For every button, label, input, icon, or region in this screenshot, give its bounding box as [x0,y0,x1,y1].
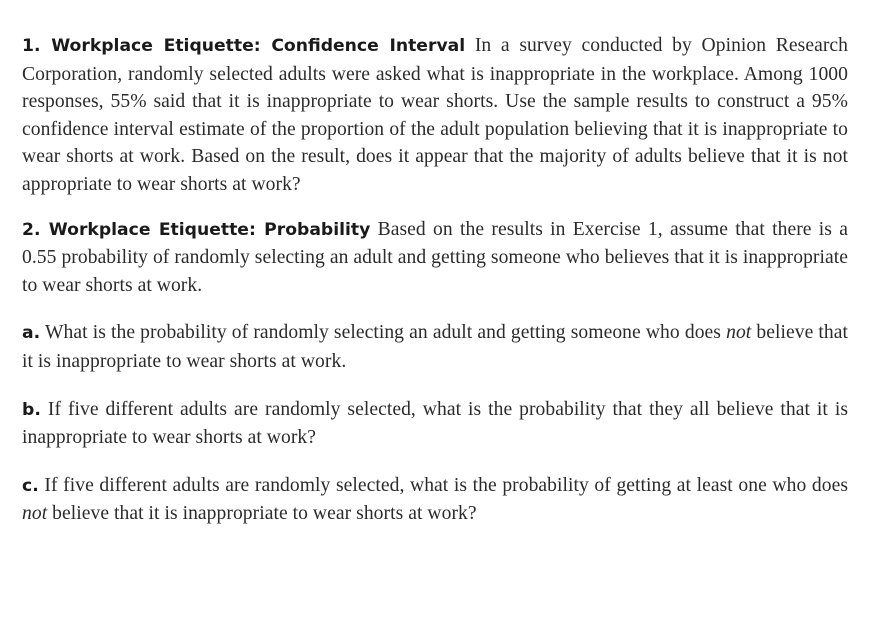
textbook-page [22,32,848,528]
exercise-2-part-c [22,472,848,528]
exercise-2-part-b [22,396,848,452]
part-c-emphasis: not [22,503,48,525]
exercise-2-body: Based on the results in Exercise 1, assume that there is a 0.55 probability of randomly selecting an adult and getting someone who believes that it is inappropriate to wear shorts at work. [22,218,848,296]
exercise-2-heading: 2. Workplace Etiquette: Probability [22,219,371,240]
part-a-emphasis: not [726,322,752,344]
exercise-2 [22,216,848,300]
part-a-label: a. [22,323,41,344]
part-c-text-before: If five different adults are randomly selected, what is the probability of getting at least one who does [44,474,848,496]
part-b-label: b. [22,399,41,420]
part-a-text-after: believe that it is inappropriate to wear shorts at work. [22,322,848,372]
exercise-1 [22,32,848,199]
part-b-text: If five different adults are randomly selected, what is the probability that they all believe that it is inappropriate to wear shorts at work? [22,398,849,449]
exercise-2-part-a [22,319,848,375]
part-c-text-after: believe that it is inappropriate to wear shorts at work? [52,503,477,525]
part-a-text-before: What is the probability of randomly selecting an adult and getting someone who does [44,322,721,344]
exercise-1-heading: 1. Workplace Etiquette: Confidence Interval [22,36,466,56]
exercise-1-body: In a survey conducted by Opinion Research Corporation, randomly selected adults were asked what is inappropriate in the workplace. Among 1000 responses, 55% said that it is inappropriate to wear shorts. Use the sample results to construct a 95% confidence interval estimate of the proportion of the adult population believing that it is inappropriate to wear shorts at work. Based on the result, does it appear that the majority of adults believe that it is not appropriate to wear shorts at work? [22,35,848,195]
part-c-label: c. [22,475,39,496]
